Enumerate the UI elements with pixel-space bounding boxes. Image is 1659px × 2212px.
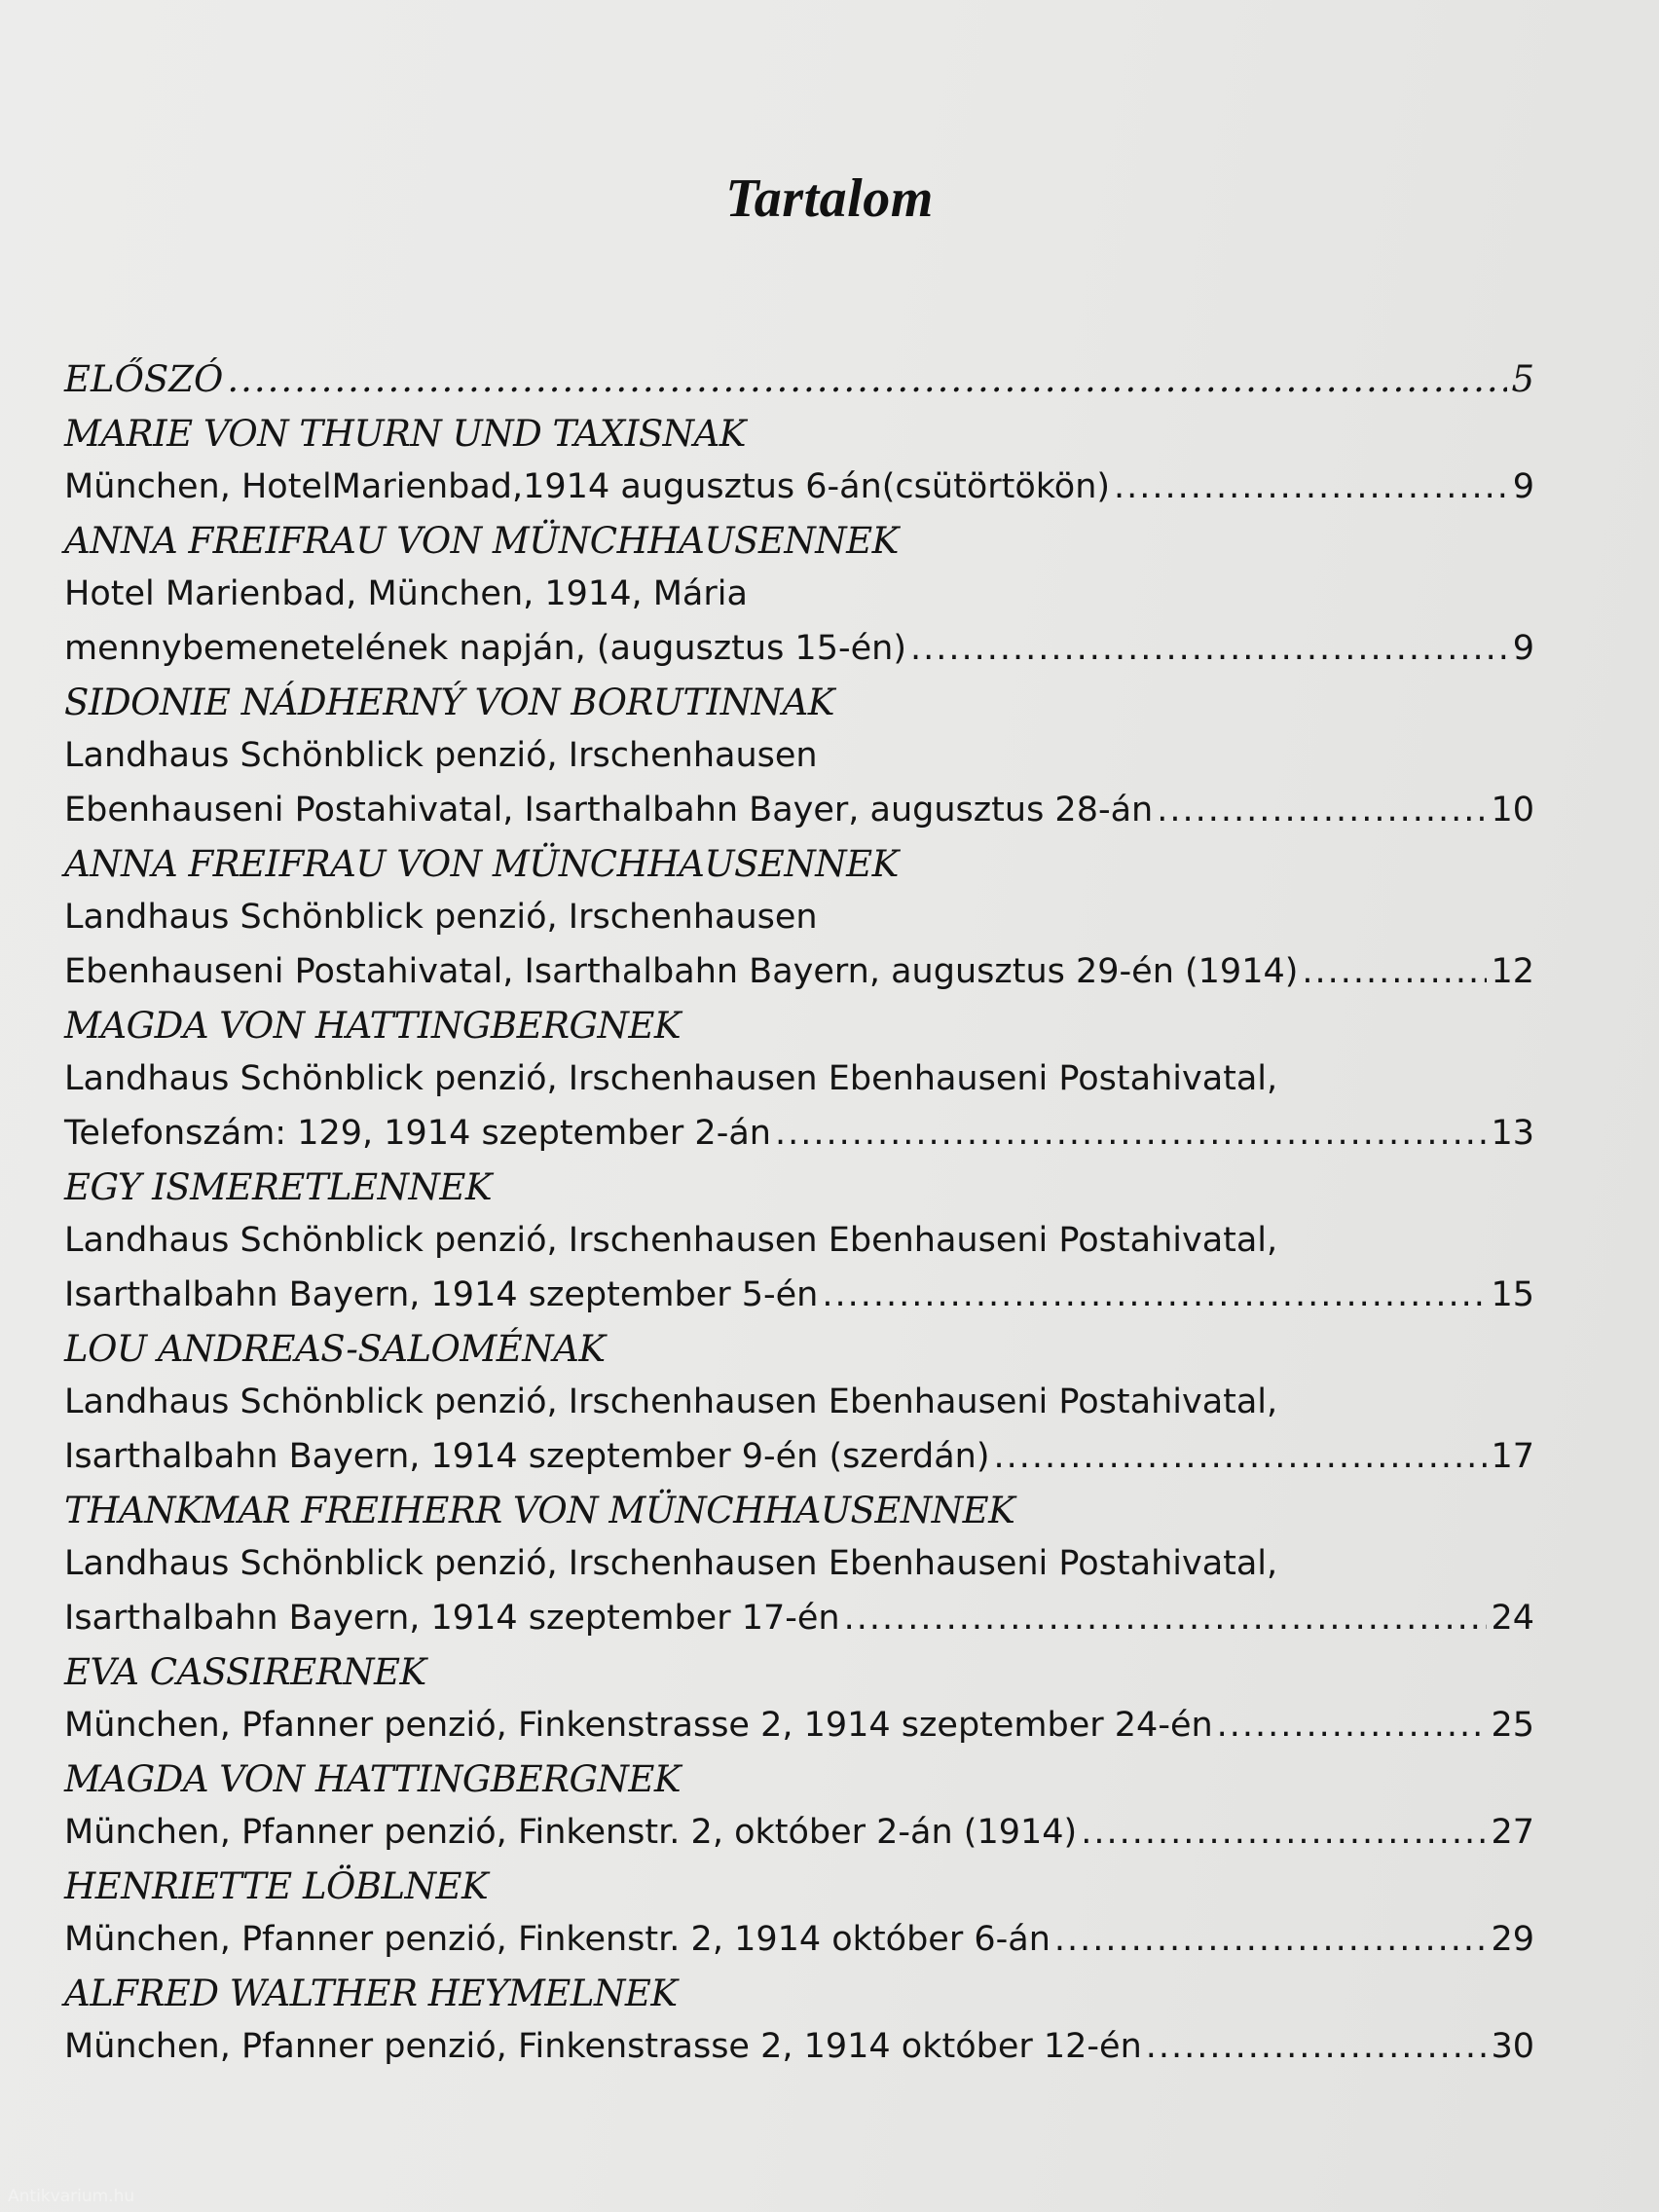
toc-line	[64, 460, 1534, 514]
place-date-text: Landhaus Schönblick penzió, Irschenhausen Ebenhauseni Postahivatal,	[64, 1544, 1278, 1583]
dot-leader	[1302, 944, 1487, 999]
dot-leader	[1114, 460, 1509, 514]
toc-line	[64, 1375, 1534, 1429]
addressee-heading: EVA CASSIRERNEK	[64, 1651, 426, 1693]
page-number: 27	[1491, 1813, 1534, 1852]
toc-line	[64, 2019, 1534, 2074]
toc-line	[64, 728, 1534, 783]
table-of-contents	[64, 352, 1534, 2076]
page-number: 30	[1491, 2027, 1534, 2066]
addressee-heading: EGY ISMERETLENNEK	[64, 1166, 492, 1208]
toc-line	[64, 1536, 1534, 1591]
toc-entry	[64, 1969, 1534, 2074]
place-date-text: München, HotelMarienbad,1914 augusztus 6-án(csütörtökön)	[64, 467, 1111, 506]
addressee-heading: MARIE VON THURN UND TAXISNAK	[64, 413, 746, 455]
addressee-heading: LOU ANDREAS-SALOMÉNAK	[64, 1328, 606, 1370]
toc-entry	[64, 1862, 1534, 1967]
place-date-text: München, Pfanner penzió, Finkenstr. 2, 1914 október 6-án	[64, 1920, 1051, 1959]
toc-entry	[64, 516, 1534, 676]
addressee-heading: ANNA FREIFRAU VON MÜNCHHAUSENNEK	[64, 520, 899, 562]
place-date-text: Isarthalbahn Bayern, 1914 szeptember 5-én	[64, 1275, 819, 1314]
dot-leader	[822, 1268, 1487, 1322]
toc-line	[64, 1805, 1534, 1860]
toc-line	[64, 1912, 1534, 1967]
dot-leader	[1157, 783, 1487, 837]
addressee-heading: ANNA FREIFRAU VON MÜNCHHAUSENNEK	[64, 843, 899, 885]
toc-line	[64, 783, 1534, 837]
toc-entries	[64, 409, 1534, 2074]
dot-leader	[844, 1591, 1488, 1645]
toc-line	[64, 567, 1534, 621]
addressee-heading: ALFRED WALTHER HEYMELNEK	[64, 1972, 678, 2014]
addressee-heading: THANKMAR FREIHERR VON MÜNCHHAUSENNEK	[64, 1490, 1015, 1531]
place-date-text: Telefonszám: 129, 1914 szeptember 2-án	[64, 1114, 771, 1153]
place-date-text: Landhaus Schönblick penzió, Irschenhausen Ebenhauseni Postahivatal,	[64, 1059, 1278, 1098]
toc-line	[64, 1051, 1534, 1106]
addressee-heading: MAGDA VON HATTINGBERGNEK	[64, 1758, 682, 1800]
toc-line	[64, 1429, 1534, 1484]
toc-entry	[64, 1001, 1534, 1161]
page-number: 25	[1491, 1706, 1534, 1745]
toc-entry	[64, 1486, 1534, 1645]
dot-leader	[1081, 1805, 1487, 1860]
addressee-heading: HENRIETTE LÖBLNEK	[64, 1865, 489, 1907]
toc-line	[64, 621, 1534, 676]
preface-title: ELŐSZÓ	[64, 358, 224, 400]
toc-entry	[64, 409, 1534, 514]
page-number: 12	[1491, 952, 1534, 991]
dot-leader	[775, 1106, 1487, 1161]
toc-entry	[64, 839, 1534, 999]
dot-leader	[994, 1429, 1488, 1484]
toc-line	[64, 890, 1534, 944]
page-number: 9	[1512, 629, 1534, 668]
place-date-text: Ebenhauseni Postahivatal, Isarthalbahn Bayer, augusztus 28-án	[64, 791, 1154, 830]
toc-entry-preface	[64, 352, 1534, 407]
toc-entry	[64, 1162, 1534, 1322]
page-title: Tartalom	[725, 168, 934, 229]
toc-line	[64, 1213, 1534, 1268]
page-number: 10	[1491, 791, 1534, 830]
toc-entry	[64, 678, 1534, 837]
toc-entry	[64, 1754, 1534, 1860]
page-number: 17	[1491, 1437, 1534, 1476]
addressee-heading: MAGDA VON HATTINGBERGNEK	[64, 1005, 682, 1047]
dot-leader	[1054, 1912, 1488, 1967]
place-date-text: Landhaus Schönblick penzió, Irschenhausen Ebenhauseni Postahivatal,	[64, 1221, 1278, 1260]
toc-line	[64, 1106, 1534, 1161]
place-date-text: mennybemenetelének napján, (augusztus 15-én)	[64, 629, 906, 668]
place-date-text: Landhaus Schönblick penzió, Irschenhausen Ebenhauseni Postahivatal,	[64, 1382, 1278, 1421]
place-date-text: Isarthalbahn Bayern, 1914 szeptember 17-én	[64, 1599, 840, 1638]
page-number: 24	[1491, 1599, 1534, 1638]
place-date-text: Isarthalbahn Bayern, 1914 szeptember 9-én (szerdán)	[64, 1437, 990, 1476]
place-date-text: München, Pfanner penzió, Finkenstrasse 2, 1914 szeptember 24-én	[64, 1706, 1213, 1745]
place-date-text: Landhaus Schönblick penzió, Irschenhausen	[64, 898, 818, 937]
page-number: 15	[1491, 1275, 1534, 1314]
toc-line	[64, 1698, 1534, 1752]
dot-leader	[1217, 1698, 1488, 1752]
toc-line	[64, 1591, 1534, 1645]
page-number: 29	[1491, 1920, 1534, 1959]
toc-line	[64, 352, 1534, 407]
toc-line	[64, 1268, 1534, 1322]
page-number: 13	[1491, 1114, 1534, 1153]
watermark: Antikvarium.hu	[8, 2187, 135, 2206]
place-date-text: Landhaus Schönblick penzió, Irschenhausen	[64, 736, 818, 775]
place-date-text: Hotel Marienbad, München, 1914, Mária	[64, 574, 748, 613]
place-date-text: München, Pfanner penzió, Finkenstr. 2, október 2-án (1914)	[64, 1813, 1078, 1852]
page-number: 9	[1512, 467, 1534, 506]
toc-entry	[64, 1324, 1534, 1484]
toc-line	[64, 944, 1534, 999]
toc-entry	[64, 1647, 1534, 1752]
dot-leader	[1146, 2019, 1488, 2074]
addressee-heading: SIDONIE NÁDHERNÝ VON BORUTINNAK	[64, 682, 834, 723]
place-date-text: München, Pfanner penzió, Finkenstrasse 2, 1914 október 12-én	[64, 2027, 1142, 2066]
dot-leader	[910, 621, 1509, 676]
page-number: 5	[1511, 358, 1534, 400]
dot-leader	[227, 352, 1507, 407]
place-date-text: Ebenhauseni Postahivatal, Isarthalbahn Bayern, augusztus 29-én (1914)	[64, 952, 1299, 991]
